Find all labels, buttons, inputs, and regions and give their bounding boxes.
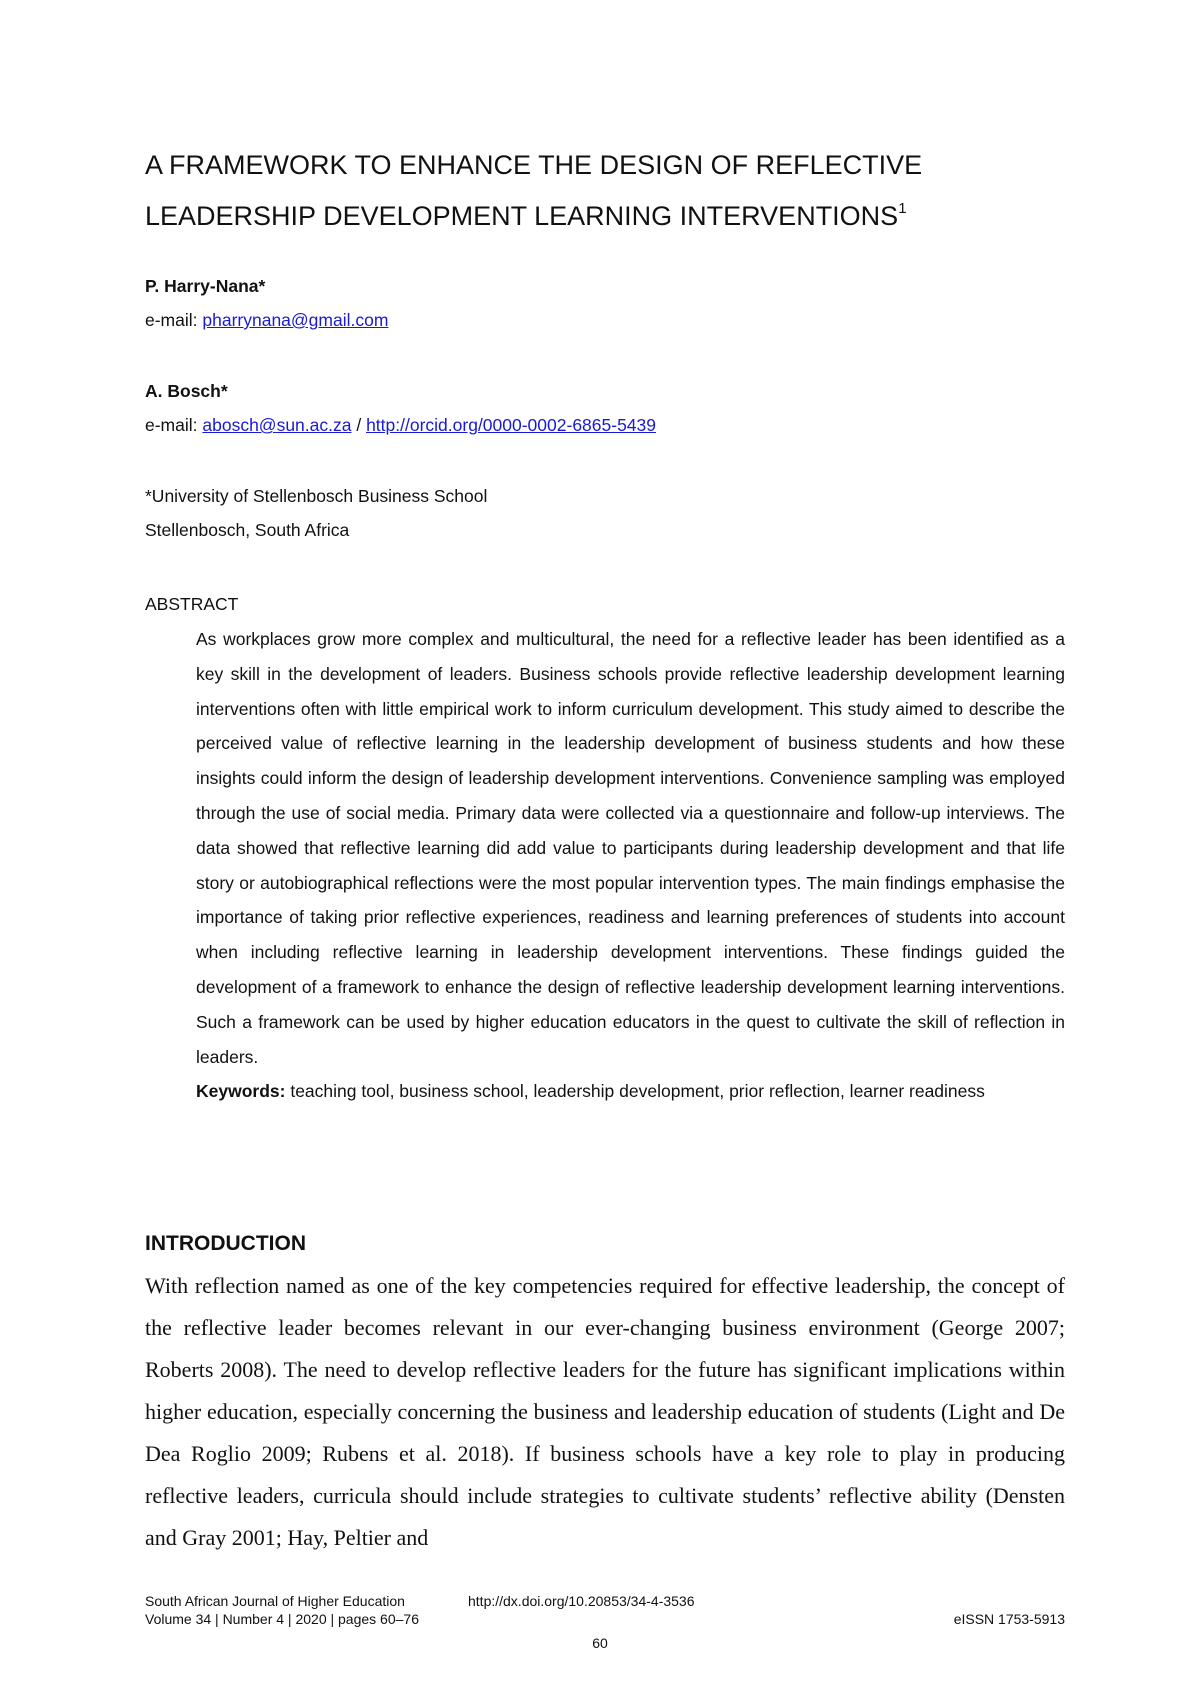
- link-separator: /: [351, 415, 367, 435]
- paper-title: [145, 140, 1085, 242]
- author-name-1: P. Harry-Nana*: [145, 276, 266, 296]
- title-line-1: A FRAMEWORK TO ENHANCE THE DESIGN OF REFLECTIVE: [145, 150, 923, 180]
- affiliation-line-1: *University of Stellenbosch Business School: [145, 486, 488, 506]
- email-label: e-mail:: [145, 310, 203, 330]
- affiliation-line-2: Stellenbosch, South Africa: [145, 520, 350, 540]
- footer-journal-name: South African Journal of Higher Education: [145, 1593, 405, 1609]
- author-email-line-2: [145, 415, 656, 436]
- title-line-2-text: LEADERSHIP DEVELOPMENT LEARNING INTERVENTIONS: [145, 201, 899, 231]
- footnote-mark[interactable]: 1: [898, 200, 907, 217]
- footer-volume-info: Volume 34 | Number 4 | 2020 | pages 60–76: [145, 1611, 419, 1627]
- author-email-link-1[interactable]: pharrynana@gmail.com: [202, 310, 389, 330]
- footer-doi-link[interactable]: http://dx.doi.org/10.20853/34-4-3536: [468, 1593, 695, 1609]
- abstract-heading: ABSTRACT: [145, 594, 239, 614]
- author-name-2: A. Bosch*: [145, 381, 228, 401]
- email-label: e-mail:: [145, 415, 203, 435]
- abstract-body: [196, 622, 1065, 1109]
- abstract-text: As workplaces grow more complex and multicultural, the need for a reflective leader has been identified as a key skill in the development of leaders. Business schools provide reflective leadership development learning interventions often with little empirical work to inform curriculum development. This study aimed to describe the perceived value of reflective learning in the leadership development of business students and how these insights could inform the design of leadership development interventions. Convenience sampling was employed through the use of social media. Primary data were collected via a questionnaire and follow-up interviews. The data showed that reflective learning did add value to participants during leadership development and that life story or autobiographical reflections were the most popular intervention types. The main findings emphasise the importance of taking prior reflective experiences, readiness and learning preferences of students into account when including reflective learning in leadership development interventions. These findings guided the development of a framework to enhance the design of reflective leadership development learning interventions. Such a framework can be used by higher education educators in the quest to cultivate the skill of reflection in leaders.: [196, 629, 1065, 1067]
- footer-eissn: eISSN 1753-5913: [953, 1611, 1065, 1627]
- keywords-list: teaching tool, business school, leadership development, prior reflection, learner readiness: [285, 1081, 985, 1102]
- orcid-link[interactable]: http://orcid.org/0000-0002-6865-5439: [366, 415, 657, 435]
- author-email-line-1: [145, 310, 388, 331]
- keywords-label: Keywords:: [196, 1081, 286, 1102]
- introduction-body: [145, 1265, 1065, 1559]
- page-number: 60: [592, 1635, 608, 1651]
- section-heading-introduction: INTRODUCTION: [145, 1232, 306, 1255]
- title-line-2: [145, 191, 1085, 242]
- keywords: [196, 1074, 1065, 1109]
- author-email-link-2[interactable]: abosch@sun.ac.za: [202, 415, 352, 435]
- introduction-paragraph: With reflection named as one of the key competencies required for effective leadership, the concept of the reflective leader becomes relevant in our ever-changing business environment (George 2007; Roberts 2008). The need to develop reflective leaders for the future has significant implications within higher education, especially concerning the business and leadership education of students (Light and De Dea Roglio 2009; Rubens et al. 2018). If business schools have a key role to play in producing reflective leaders, curricula should include strategies to cultivate students’ reflective ability (Densten and Gray 2001; Hay, Peltier and: [145, 1273, 1065, 1550]
